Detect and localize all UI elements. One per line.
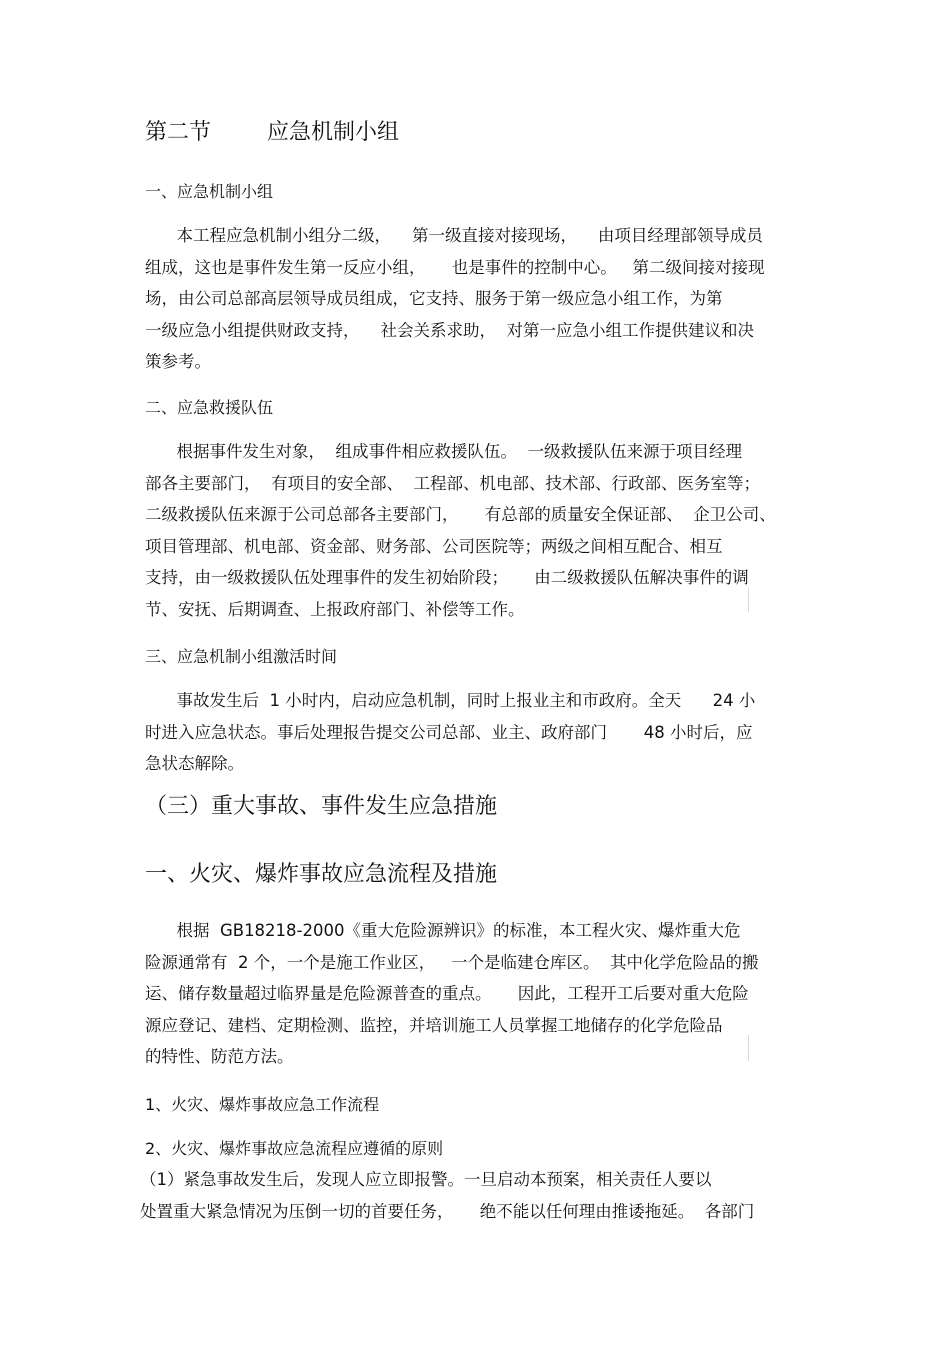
fire-item-2: 2、火灾、爆炸事故应急流程应遵循的原则 (145, 1139, 444, 1158)
paragraph-line: 根据 GB18218-2000《重大危险源辨识》的标准，本工程火灾、爆炸重大危 (145, 921, 741, 940)
paragraph-line: 事故发生后 1 小时内，启动应急机制，同时上报业主和市政府。全天 24 小 (145, 691, 756, 710)
scan-artifact-line (748, 1035, 749, 1061)
chapter-title: （三）重大事故、事件发生应急措施 (145, 794, 498, 819)
paragraph-line: 部各主要部门， 有项目的安全部、 工程部、机电部、技术部、行政部、医务室等； (145, 473, 760, 493)
paragraph-line: 二级救援队伍来源于公司总部各主要部门， 有总部的质量安全保证部、 企卫公司、 (145, 505, 776, 525)
paragraph-line: 时进入应急状态。事后处理报告提交公司总部、业主、政府部门 48 小时后，应 (145, 722, 753, 742)
part3-heading: 三、应急机制小组激活时间 (145, 647, 338, 666)
paragraph-line: 支持，由一级救援队伍处理事件的发生初始阶段； 由二级救援队伍解决事件的调 (145, 568, 749, 588)
paragraph-line: 险源通常有 2 个，一个是施工作业区， 一个是临建仓库区。 其中化学危险品的搬 (145, 952, 759, 972)
paragraph-line: 运、储存数量超过临界量是危险源普查的重点。 因此，工程开工后要对重大危险 (145, 984, 749, 1004)
fire-section-title: 一、火灾、爆炸事故应急流程及措施 (145, 862, 498, 887)
part1-paragraph (145, 220, 810, 378)
fire-item-1: 1、火灾、爆炸事故应急工作流程 (145, 1095, 380, 1114)
paragraph-line: 节、安抚、后期调查、上报政府部门、补偿等工作。 (145, 599, 525, 619)
part3-paragraph (145, 685, 810, 780)
paragraph-line: 一级应急小组提供财政支持， 社会关系求助， 对第一应急小组工作提供建议和决 (145, 320, 754, 340)
paragraph-line: 策参考。 (145, 352, 211, 372)
part2-heading: 二、应急救援队伍 (145, 398, 274, 417)
part1-heading: 一、应急机制小组 (145, 182, 274, 201)
scan-artifact-line (748, 588, 749, 612)
paragraph-line: 的特性、防范方法。 (145, 1047, 294, 1067)
fire-paragraph (145, 915, 810, 1073)
paragraph-line: 项目管理部、机电部、资金部、财务部、公司医院等；两级之间相互配合、相互 (145, 536, 723, 556)
part2-paragraph (145, 436, 810, 626)
paragraph-line: 源应登记、建档、定期检测、监控，并培训施工人员掌握工地储存的化学危险品 (145, 1015, 723, 1035)
paragraph-line: 急状态解除。 (145, 754, 244, 774)
principle-paragraph (140, 1164, 805, 1227)
paragraph-line: 场，由公司总部高层领导成员组成，它支持、服务于第一级应急小组工作，为第 (145, 289, 723, 309)
paragraph-line: 处置重大紧急情况为压倒一切的首要任务， 绝不能以任何理由推诿拖延。 各部门 (140, 1201, 755, 1221)
section-title: 第二节 应急机制小组 (145, 120, 399, 145)
paragraph-line: 本工程应急机制小组分二级， 第一级直接对接现场， 由项目经理部领导成员 (145, 226, 763, 245)
paragraph-line: （1）紧急事故发生后，发现人应立即报警。一旦启动本预案，相关责任人要以 (140, 1170, 712, 1189)
paragraph-line: 组成，这也是事件发生第一反应小组， 也是事件的控制中心。 第二级间接对接现 (145, 257, 765, 277)
paragraph-line: 根据事件发生对象， 组成事件相应救援队伍。 一级救援队伍来源于项目经理 (145, 442, 742, 461)
